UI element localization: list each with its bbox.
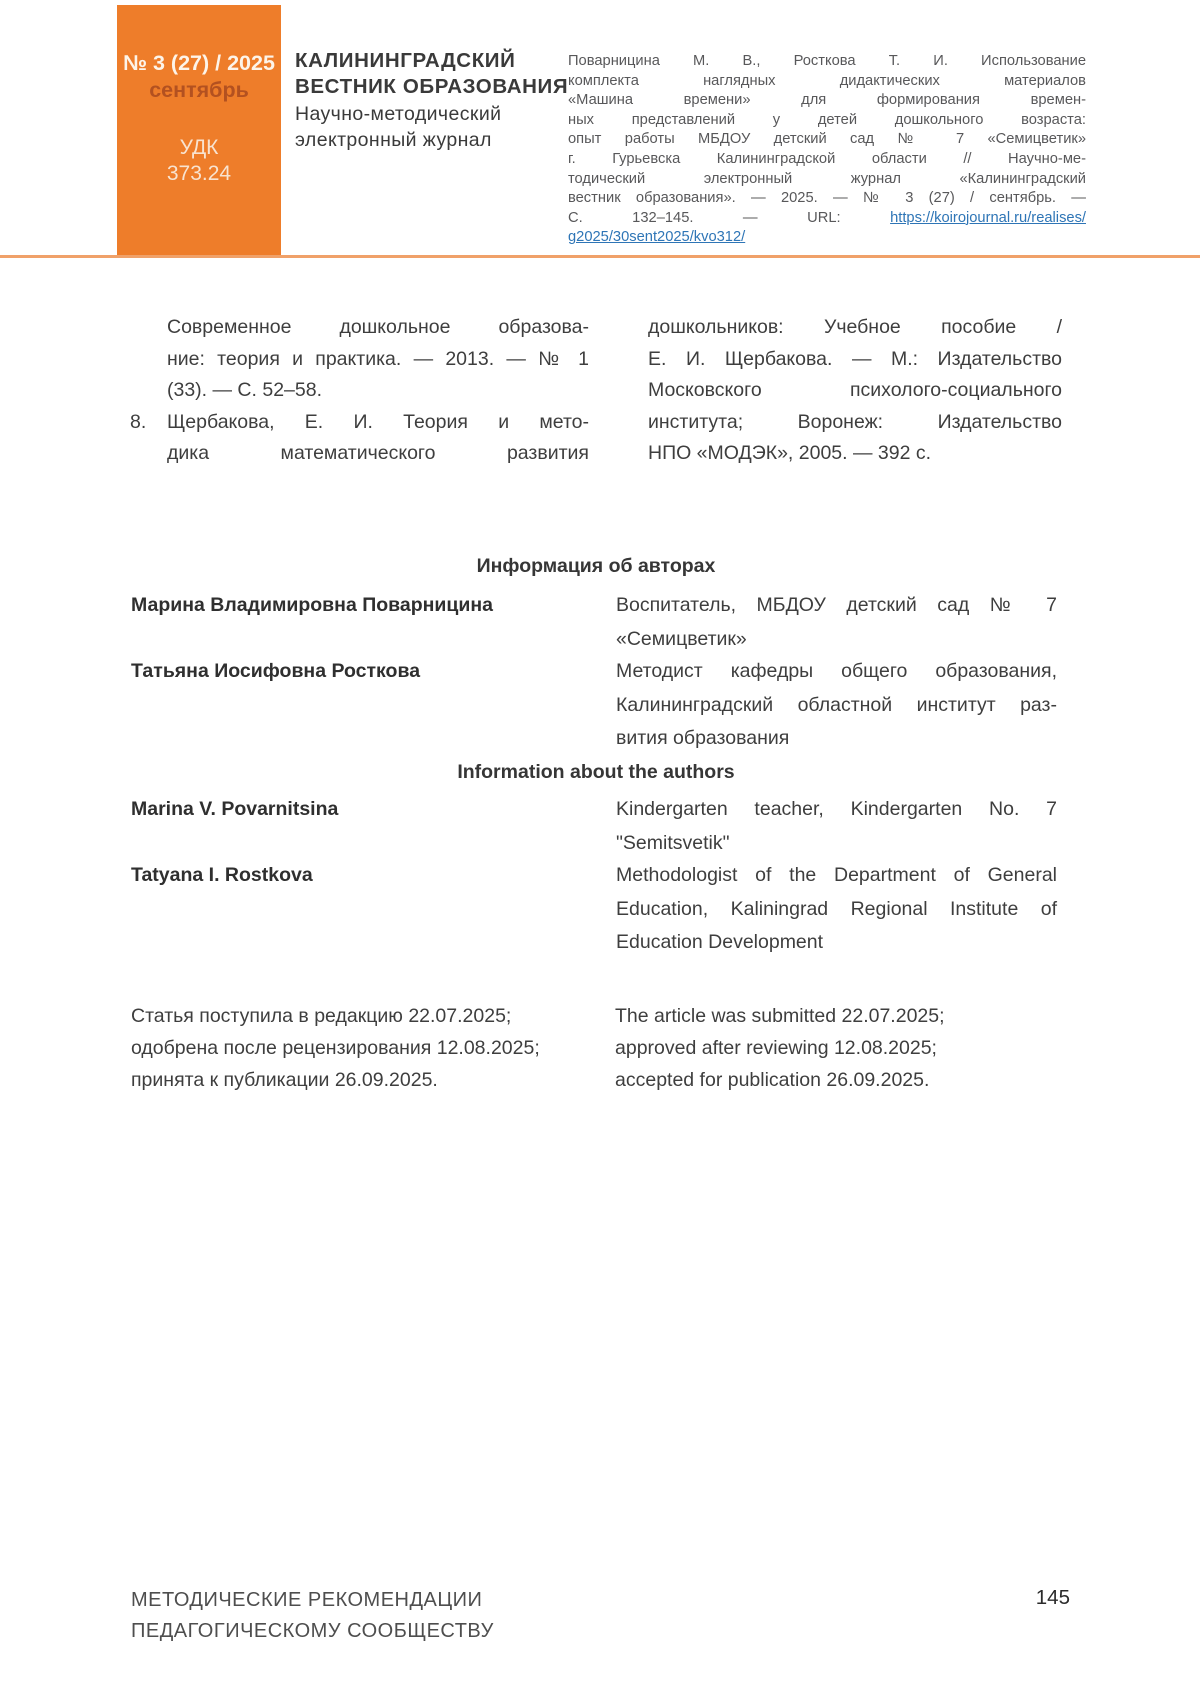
citation-line: тодический электронный журнал «Калининградский bbox=[568, 170, 1086, 187]
date-line: Статья поступила в редакцию 22.07.2025; bbox=[131, 1005, 512, 1027]
journal-subtitle bbox=[295, 101, 501, 153]
citation-line bbox=[568, 228, 1086, 248]
issue-info-box bbox=[117, 5, 281, 257]
reference-line: НПО «МОДЭК», 2005. — 392 с. bbox=[648, 442, 932, 464]
reference-line: дика математического развития bbox=[167, 442, 589, 464]
citation-line bbox=[568, 209, 1086, 229]
references-right-column bbox=[648, 312, 1062, 470]
citation-line: вестник образования». — 2025. — № 3 (27) / сентябрь. — bbox=[568, 190, 1086, 207]
reference-line: (33). — С. 52–58. bbox=[167, 379, 322, 401]
article-citation bbox=[568, 52, 1086, 248]
reference-item-number: 8. bbox=[130, 410, 147, 433]
reference-line bbox=[130, 407, 589, 439]
date-line: принята к публикации 26.09.2025. bbox=[131, 1069, 438, 1091]
date-line: одобрена после рецензирования 12.08.2025; bbox=[131, 1037, 540, 1059]
author-affiliation-line: Education, Kaliningrad Regional Institute of bbox=[616, 897, 1057, 920]
author-affiliation bbox=[616, 589, 1057, 656]
author-affiliation bbox=[616, 655, 1057, 756]
footer-section-line1: МЕТОДИЧЕСКИЕ РЕКОМЕНДАЦИИ bbox=[131, 1589, 483, 1611]
udk-value: 373.24 bbox=[166, 162, 232, 185]
footer-section-line2: ПЕДАГОГИЧЕСКОМУ СООБЩЕСТВУ bbox=[131, 1620, 494, 1642]
journal-title bbox=[295, 48, 568, 100]
reference-line: Современное дошкольное образова- bbox=[167, 316, 589, 338]
journal-title-line1: КАЛИНИНГРАДСКИЙ bbox=[295, 49, 516, 72]
citation-url-link[interactable]: https://koirojournal.ru/realises/ bbox=[890, 209, 1086, 226]
page-number: 145 bbox=[1035, 1586, 1070, 1609]
submission-dates-en bbox=[615, 1000, 945, 1096]
author-affiliation-line: «Семицветик» bbox=[616, 627, 747, 650]
citation-line: Поварницина М. В., Росткова Т. И. Использование bbox=[568, 53, 1086, 69]
issue-number: № 3 (27) / 2025 bbox=[123, 51, 275, 75]
footer-section-title bbox=[131, 1585, 494, 1647]
author-affiliation bbox=[616, 793, 1057, 860]
journal-title-line2: ВЕСТНИК ОБРАЗОВАНИЯ bbox=[295, 75, 569, 98]
author-name: Марина Владимировна Поварницина bbox=[131, 594, 493, 616]
citation-url-link[interactable]: g2025/30sent2025/kvo312/ bbox=[568, 229, 746, 246]
author-affiliation-line: "Semitsvetik" bbox=[616, 831, 730, 854]
header-divider bbox=[0, 255, 1200, 258]
author-affiliation-line: Kindergarten teacher, Kindergarten No. 7 bbox=[616, 798, 1057, 820]
author-affiliation bbox=[616, 859, 1057, 960]
reference-line: Московского психолого-социального bbox=[648, 379, 1062, 401]
author-name: Tatyana I. Rostkova bbox=[131, 864, 313, 886]
citation-pages-text: С. 132–145. — URL: bbox=[568, 209, 891, 226]
journal-subtitle-line1: Научно-методический bbox=[295, 103, 502, 125]
submission-dates-ru bbox=[131, 1000, 540, 1096]
author-affiliation-line: Воспитатель, МБДОУ детский сад № 7 bbox=[616, 594, 1057, 616]
reference-line: дошкольников: Учебное пособие / bbox=[648, 316, 1062, 338]
date-line: accepted for publication 26.09.2025. bbox=[615, 1069, 930, 1091]
authors-info-heading-ru: Информация об авторах bbox=[476, 555, 716, 577]
reference-item-text: Щербакова, Е. И. Теория и мето- bbox=[167, 410, 589, 433]
author-affiliation-line: Education Development bbox=[616, 931, 824, 953]
citation-line: опыт работы МБДОУ детский сад № 7 «Семицветик» bbox=[568, 131, 1086, 148]
author-affiliation-line: Методист кафедры общего образования, bbox=[616, 660, 1057, 682]
author-name: Marina V. Povarnitsina bbox=[131, 798, 339, 820]
author-affiliation-line: вития образования bbox=[616, 727, 790, 749]
journal-subtitle-line2: электронный журнал bbox=[295, 129, 492, 151]
issue-month: сентябрь bbox=[149, 78, 249, 102]
author-affiliation-line: Methodologist of the Department of General bbox=[616, 864, 1057, 886]
reference-line: института; Воронеж: Издательство bbox=[648, 410, 1062, 433]
authors-info-heading-en: Information about the authors bbox=[457, 761, 735, 783]
udk-label: УДК bbox=[179, 136, 219, 159]
reference-line: ние: теория и практика. — 2013. — № 1 bbox=[167, 347, 589, 370]
date-line: approved after reviewing 12.08.2025; bbox=[615, 1037, 937, 1059]
citation-line: комплекта наглядных дидактических материалов bbox=[568, 72, 1086, 89]
citation-line: ных представлений у детей дошкольного возраста: bbox=[568, 111, 1086, 128]
author-affiliation-line: Калининградский областной институт раз- bbox=[616, 693, 1057, 716]
citation-line: г. Гурьевска Калининградской области // Научно-ме- bbox=[568, 150, 1086, 167]
citation-line: «Машина времени» для формирования времен- bbox=[568, 92, 1086, 109]
references-left-column bbox=[130, 312, 589, 470]
reference-line: Е. И. Щербакова. — М.: Издательство bbox=[648, 347, 1062, 370]
author-name: Татьяна Иосифовна Росткова bbox=[131, 660, 421, 682]
date-line: The article was submitted 22.07.2025; bbox=[615, 1005, 945, 1027]
